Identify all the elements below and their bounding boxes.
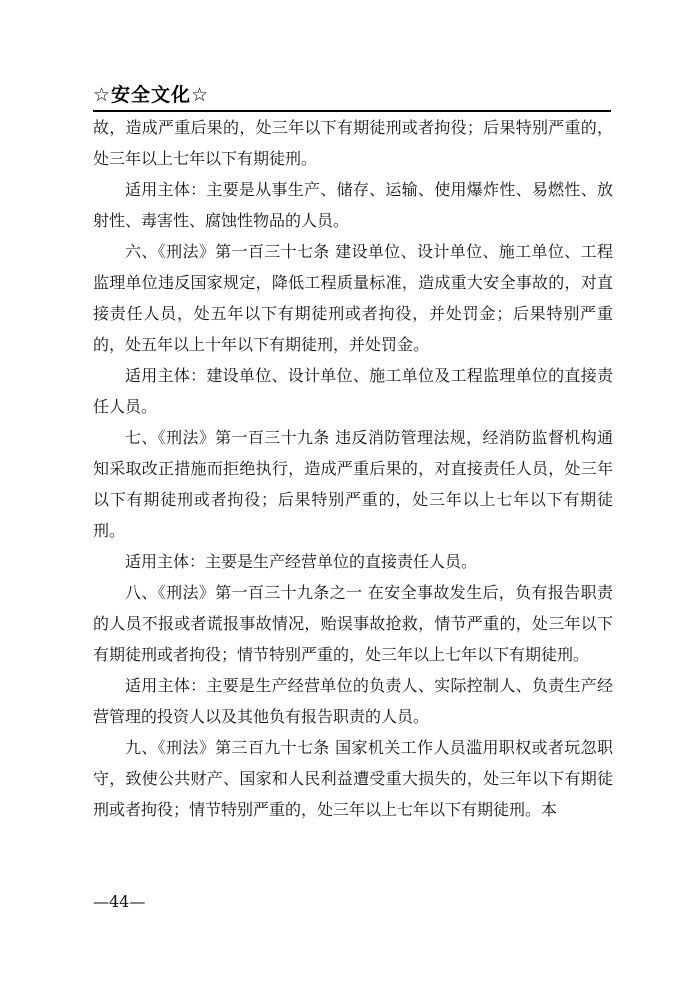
paragraph-applicable-subject: 适用主体：主要是从事生产、储存、运输、使用爆炸性、易燃性、放射性、毒害性、腐蚀性物品的人员。 [93,180,613,230]
paragraph-article-137: 六、《刑法》第一百三十七条 建设单位、设计单位、施工单位、工程监理单位违反国家规定，降低工程质量标准，造成重大安全事故的，对直接责任人员，处五年以下有期徒刑或者拘役，并处罚金；后果特别严重的，处五年以上十年以下有期徒刑，并处罚金。 [93,242,613,354]
document-body [93,112,613,825]
paragraph-article-397: 九、《刑法》第三百九十七条 国家机关工作人员滥用职权或者玩忽职守，致使公共财产、国家和人民利益遭受重大损失的，处三年以下有期徒刑或者拘役；情节特别严重的，处三年以上七年以下有期徒刑。本 [93,738,613,819]
section-header: ☆安全文化☆ [93,84,210,106]
paragraph-applicable-subject: 适用主体：建设单位、设计单位、施工单位及工程监理单位的直接责任人员。 [93,366,613,416]
paragraph-continuation: 故，造成严重后果的，处三年以下有期徒刑或者拘役；后果特别严重的，处三年以上七年以下有期徒刑。 [93,118,613,168]
paragraph-applicable-subject: 适用主体：主要是生产经营单位的负责人、实际控制人、负责生产经营管理的投资人以及其他负有报告职责的人员。 [93,676,613,726]
paragraph-applicable-subject: 适用主体：主要是生产经营单位的直接责任人员。 [125,552,478,571]
page-number: —44— [93,892,146,911]
paragraph-article-139-1: 八、《刑法》第一百三十九条之一 在安全事故发生后，负有报告职责的人员不报或者谎报事故情况，贻误事故抢救，情节严重的，处三年以下有期徒刑或者拘役；情节特别严重的，处三年以上七年以下有期徒刑。 [93,583,613,664]
paragraph-article-139: 七、《刑法》第一百三十九条 违反消防管理法规，经消防监督机构通知采取改正措施而拒绝执行，造成严重后果的，对直接责任人员，处三年以下有期徒刑或者拘役；后果特别严重的，处三年以上七年以下有期徒刑。 [93,428,613,540]
